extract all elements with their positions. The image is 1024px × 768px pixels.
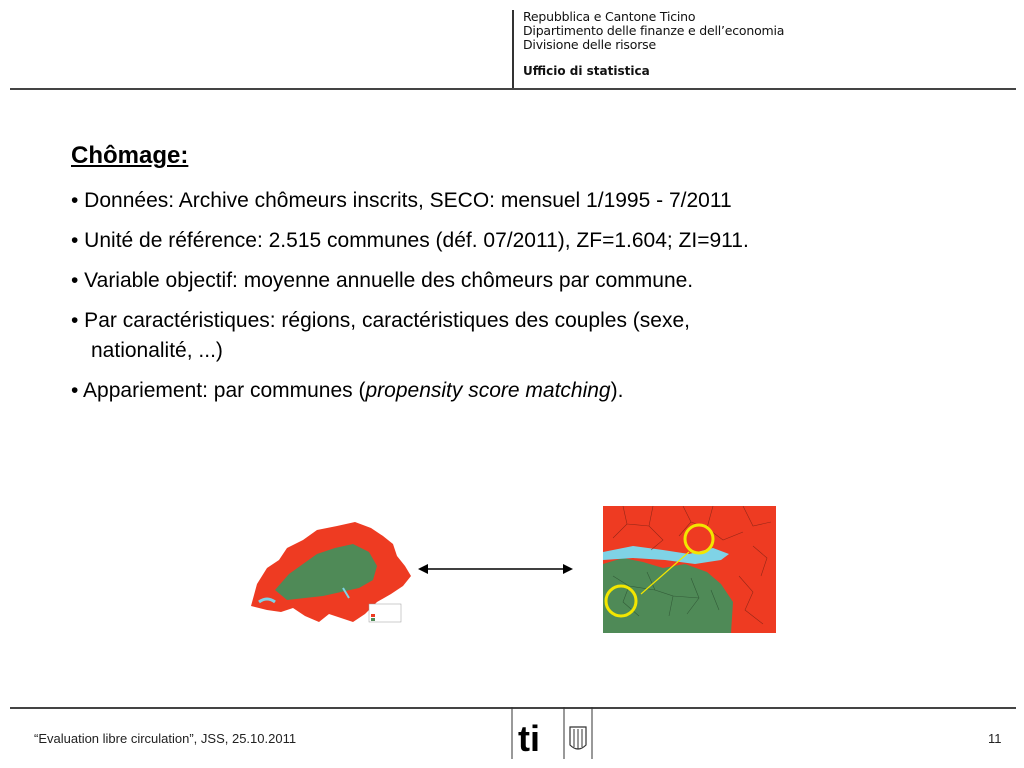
bullet-continuation: nationalité, ...) [91,339,223,362]
bullet-item: • Données: Archive chômeurs inscrits, SECO: mensuel 1/1995 - 7/2011 [71,189,732,212]
bullet-item [71,376,931,406]
bullet-item: • Unité de référence: 2.515 communes (déf. 07/2011), ZF=1.604; ZI=911. [71,229,749,252]
institution-name [523,10,784,52]
institution-line: Repubblica e Cantone Ticino [523,9,696,24]
bullet-prefix: • Appariement: par communes ( [71,379,366,402]
bullet-suffix: ). [610,379,624,402]
logo-text: ti [518,718,540,759]
institution-line: Divisione delle risorse [523,37,656,52]
institution-line: Dipartimento delle finanze e dell’economia [523,23,785,38]
footer-citation: “Evaluation libre circulation”, JSS, 25.10.2011 [34,731,297,746]
bullet-text: • Par caractéristiques: régions, caractéristiques des couples (sexe, [71,309,690,332]
page-number: 11 [988,731,1002,746]
bullet-item [71,306,931,366]
slide-title: Chômage: [71,142,189,169]
bullet-list [71,186,931,416]
bullet-italic: propensity score matching [365,379,611,402]
header-divider [10,88,1016,90]
canton-ticino-logo [510,707,594,759]
office-name: Ufficio di statistica [523,64,650,78]
bullet-item: • Variable objectif: moyenne annuelle des chômeurs par commune. [71,269,694,292]
switzerland-map-image [245,518,415,630]
municipalities-zoom-map-image [603,506,776,633]
double-arrow-icon [418,560,573,578]
header-divider-vertical [512,10,514,88]
